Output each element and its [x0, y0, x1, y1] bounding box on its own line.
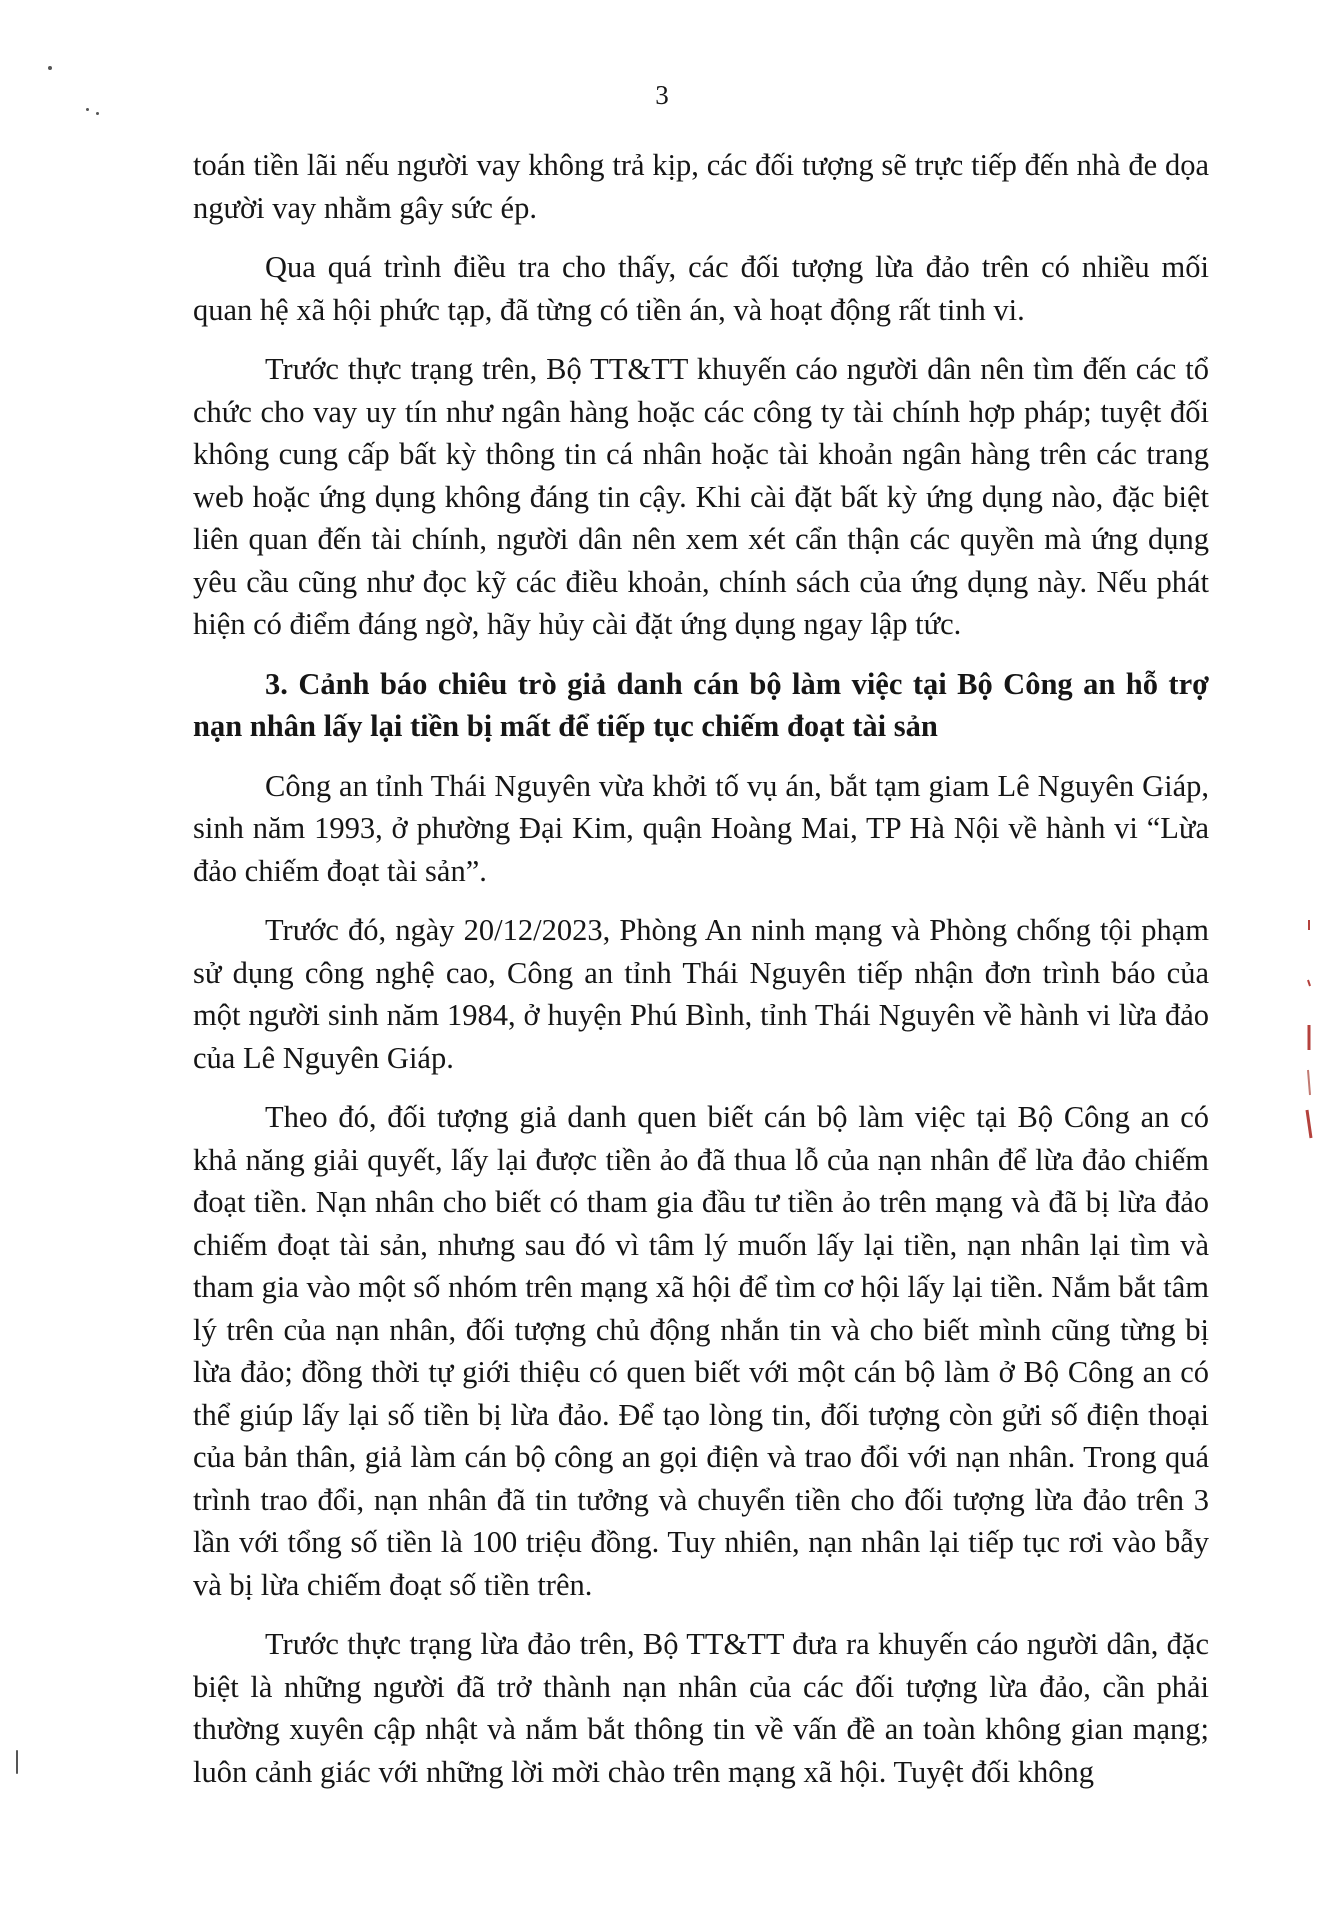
- paragraph-continuation: toán tiền lãi nếu người vay không trả kịp, các đối tượng sẽ trực tiếp đến nhà đe dọa người vay nhằm gây sức ép.: [193, 148, 1209, 225]
- paragraph-case-report: Trước đó, ngày 20/12/2023, Phòng An ninh mạng và Phòng chống tội phạm sử dụng công nghệ cao, Công an tỉnh Thái Nguyên tiếp nhận đơn trình báo của một người sinh năm 1984, ở huyện Phú Bình, tỉnh Thái Nguyên về hành vi lừa đảo của Lê Nguyên Giáp.: [193, 913, 1209, 1075]
- document-body: [193, 144, 1209, 1810]
- margin-stamp-mark: [1302, 920, 1316, 1140]
- section-heading: 3. Cảnh báo chiêu trò giả danh cán bộ làm việc tại Bộ Công an hỗ trợ nạn nhân lấy lại tiền bị mất để tiếp tục chiếm đoạt tài sản: [193, 666, 1209, 743]
- page-number: 3: [655, 80, 669, 110]
- paragraph-warning: Trước thực trạng lừa đảo trên, Bộ TT&TT đưa ra khuyến cáo người dân, đặc biệt là những người đã trở thành nạn nhân của các đối tượng lừa đảo, cần phải thường xuyên cập nhật và nắm bắt thông tin về vấn đề an toàn không gian mạng; luôn cảnh giác với những lời mời chào trên mạng xã hội. Tuyệt đối không: [193, 1627, 1209, 1789]
- scan-speck: [96, 112, 99, 115]
- paragraph-case-intro: Công an tỉnh Thái Nguyên vừa khởi tố vụ án, bắt tạm giam Lê Nguyên Giáp, sinh năm 1993, ở phường Đại Kim, quận Hoàng Mai, TP Hà Nội về hành vi “Lừa đảo chiếm đoạt tài sản”.: [193, 768, 1209, 888]
- paragraph-recommendation: Trước thực trạng trên, Bộ TT&TT khuyến cáo người dân nên tìm đến các tổ chức cho vay uy tín như ngân hàng hoặc các công ty tài chính hợp pháp; tuyệt đối không cung cấp bất kỳ thông tin cá nhân hoặc tài khoản ngân hàng trên các trang web hoặc ứng dụng không đáng tin cậy. Khi cài đặt bất kỳ ứng dụng nào, đặc biệt liên quan đến tài chính, người dân nên xem xét cẩn thận các quyền mà ứng dụng yêu cầu cũng như đọc kỹ các điều khoản, chính sách của ứng dụng này. Nếu phát hiện có điểm đáng ngờ, hãy hủy cài đặt ứng dụng ngay lập tức.: [193, 352, 1209, 641]
- scan-speck: [86, 108, 89, 111]
- paragraph-case-details: Theo đó, đối tượng giả danh quen biết cán bộ làm việc tại Bộ Công an có khả năng giải quyết, lấy lại được tiền ảo đã thua lỗ của nạn nhân để lừa đảo chiếm đoạt tiền. Nạn nhân cho biết có tham gia đầu tư tiền ảo trên mạng và đã bị lừa đảo chiếm đoạt tài sản, nhưng sau đó vì tâm lý muốn lấy lại tiền, nạn nhân lại tìm và tham gia vào một số nhóm trên mạng xã hội để tìm cơ hội lấy lại tiền. Nắm bắt tâm lý trên của nạn nhân, đối tượng chủ động nhắn tin và cho biết mình cũng từng bị lừa đảo; đồng thời tự giới thiệu có quen biết với một cán bộ làm ở Bộ Công an có thể giúp lấy lại số tiền bị lừa đảo. Để tạo lòng tin, đối tượng còn gửi số điện thoại của bản thân, giả làm cán bộ công an gọi điện và trao đổi với nạn nhân. Trong quá trình trao đổi, nạn nhân đã tin tưởng và chuyển tiền cho đối tượng lừa đảo trên 3 lần với tổng số tiền là 100 triệu đồng. Tuy nhiên, nạn nhân lại tiếp tục rơi vào bẫy và bị lừa chiếm đoạt số tiền trên.: [193, 1100, 1209, 1602]
- scan-speck: [16, 1750, 18, 1774]
- scan-speck: [48, 66, 52, 70]
- paragraph-investigation: Qua quá trình điều tra cho thấy, các đối tượng lừa đảo trên có nhiều mối quan hệ xã hội phức tạp, đã từng có tiền án, và hoạt động rất tinh vi.: [193, 250, 1209, 327]
